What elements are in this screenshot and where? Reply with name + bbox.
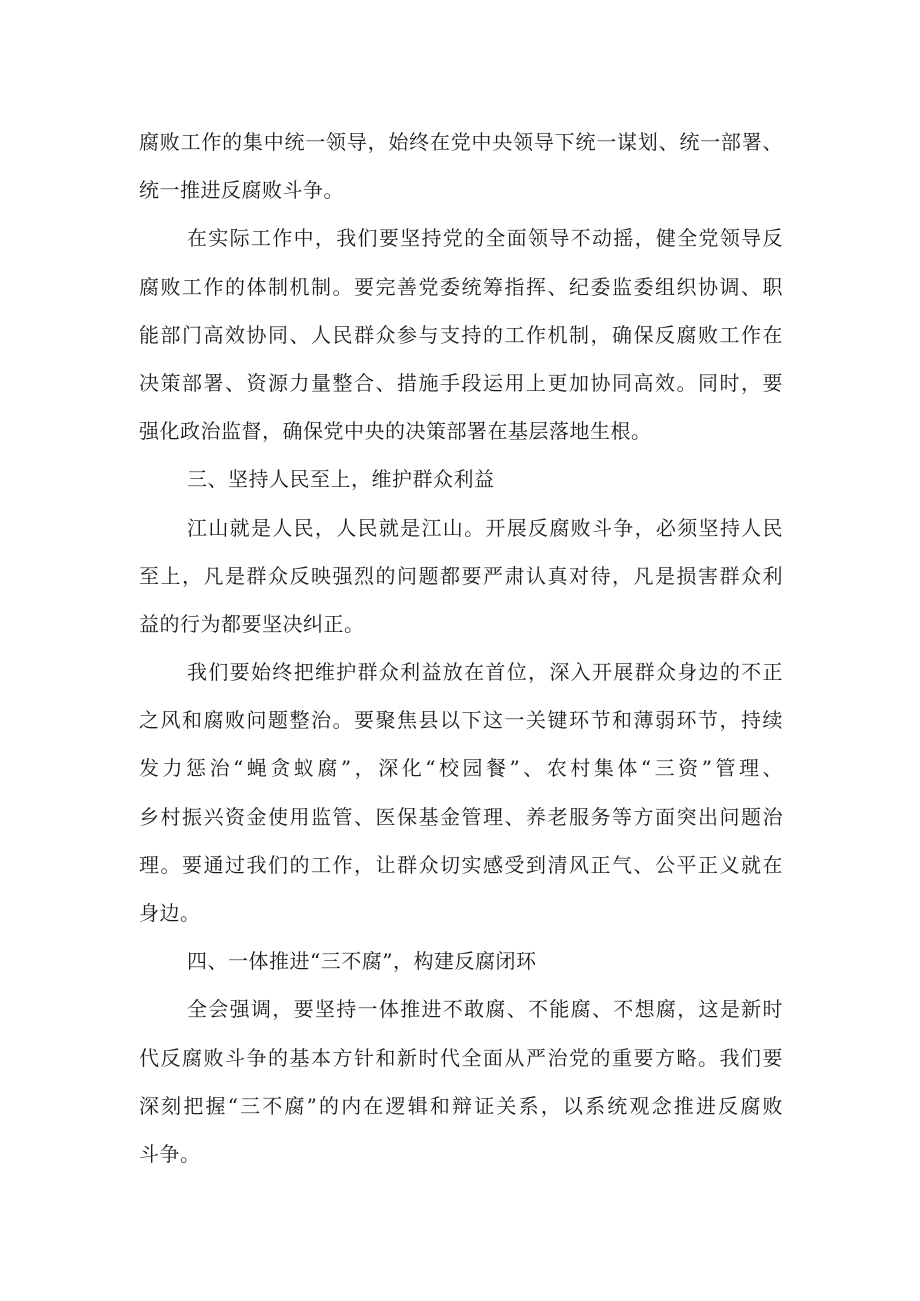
section-heading: 四、一体推进“三不腐”，构建反腐闭环 (187, 949, 537, 974)
paragraph-line: 强化政治监督，确保党中央的决策部署在基层落地生根。 (139, 419, 652, 444)
paragraph-line: 斗争。 (139, 1141, 201, 1166)
paragraph-line: 我们要始终把维护群众利益放在首位，深入开展群众身边的不正 (187, 660, 783, 685)
paragraph-line: 决策部署、资源力量整合、措施手段运用上更加协同高效。同时，要 (139, 370, 783, 395)
paragraph-line: 至上，凡是群众反映强烈的问题都要严肃认真对待，凡是损害群众利 (139, 563, 783, 588)
paragraph-line: 深刻把握“三不腐”的内在逻辑和辩证关系，以系统观念推进反腐败 (139, 1093, 783, 1118)
paragraph-line: 腐败工作的体制机制。要完善党委统筹指挥、纪委监委组织协调、职 (139, 274, 783, 299)
document-body (139, 118, 783, 1178)
paragraph-line: 乡村振兴资金使用监管、医保基金管理、养老服务等方面突出问题治 (139, 804, 783, 829)
paragraph-line: 理。要通过我们的工作，让群众切实感受到清风正气、公平正义就在 (139, 852, 783, 877)
paragraph-line: 之风和腐败问题整治。要聚焦县以下这一关键环节和薄弱环节，持续 (139, 708, 783, 733)
section-heading: 三、坚持人民至上，维护群众利益 (187, 467, 495, 492)
paragraph-line: 在实际工作中，我们要坚持党的全面领导不动摇，健全党领导反 (187, 226, 783, 251)
paragraph-line: 代反腐败斗争的基本方针和新时代全面从严治党的重要方略。我们要 (139, 1045, 783, 1070)
paragraph-line: 统一推进反腐败斗争。 (139, 178, 344, 203)
paragraph-line: 发力惩治“蝇贪蚁腐”，深化“校园餐”、农村集体“三资”管理、 (139, 756, 783, 781)
paragraph-line: 腐败工作的集中统一领导，始终在党中央领导下统一谋划、统一部署、 (139, 130, 783, 154)
paragraph-line: 身边。 (139, 901, 201, 925)
paragraph-line: 江山就是人民，人民就是江山。开展反腐败斗争，必须坚持人民 (187, 515, 783, 540)
paragraph-line: 全会强调，要坚持一体推进不敢腐、不能腐、不想腐，这是新时 (187, 997, 783, 1022)
paragraph-line: 能部门高效协同、人民群众参与支持的工作机制，确保反腐败工作在 (139, 322, 783, 347)
paragraph-line: 益的行为都要坚决纠正。 (139, 611, 365, 636)
